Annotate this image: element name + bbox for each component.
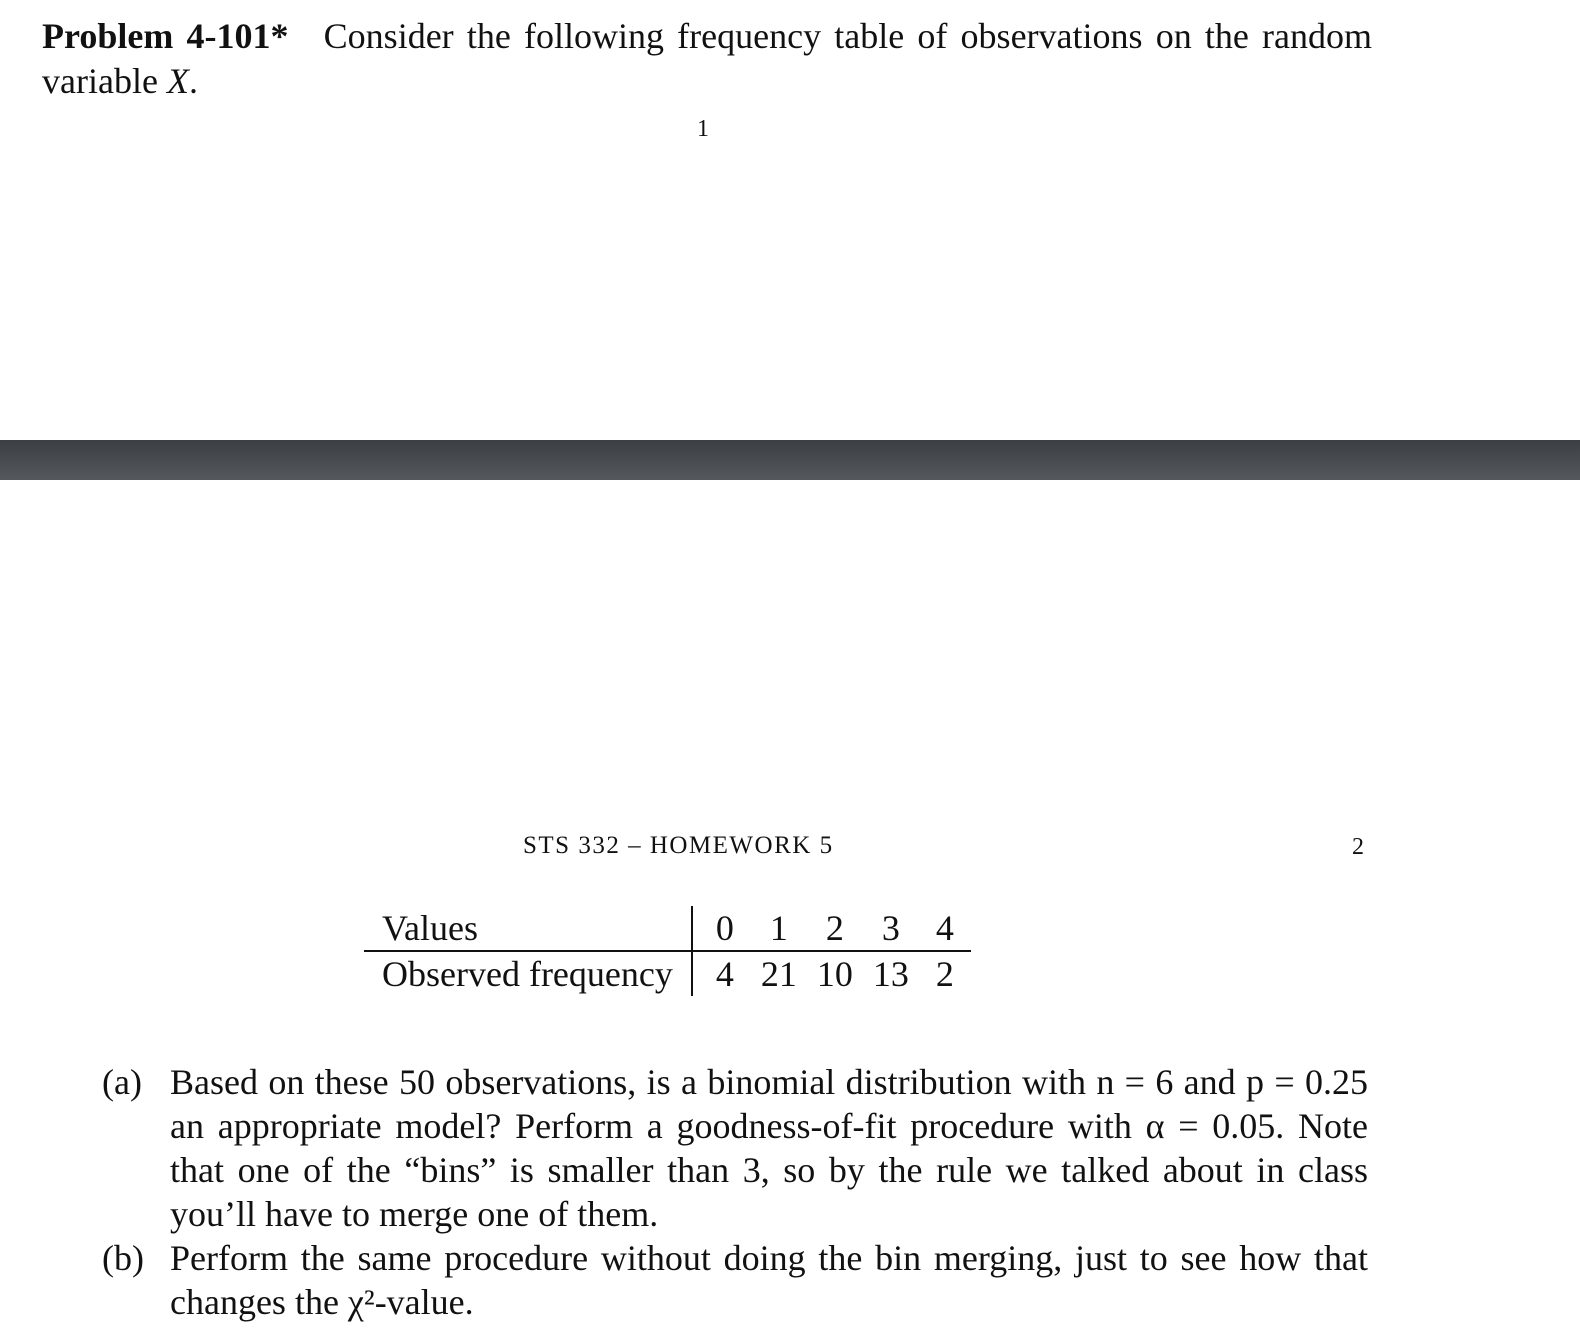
value-cell: 2 [807,906,863,951]
value-cell: 4 [919,906,971,951]
page-separator [0,440,1580,480]
random-variable: X [166,61,189,101]
running-head: STS 332 – HOMEWORK 5 [523,832,834,859]
problem-parts [102,1060,1368,1324]
page-1 [0,0,1580,440]
frequency-table [364,906,971,996]
part-b [102,1236,1368,1324]
problem-text-end: . [188,61,198,101]
value-cell: 3 [863,906,919,951]
row-label-values: Values [364,906,692,951]
problem-title: Problem 4-101* [42,16,289,56]
frequency-cell: 21 [760,954,797,994]
value-cell: 0 [692,906,751,951]
part-a [102,1060,1368,1236]
frequency-cell: 2 [935,954,954,994]
part-label: (b) [102,1238,144,1278]
part-label: (a) [102,1062,142,1102]
page-number: 1 [697,116,709,142]
part-text: Based on these 50 observations, is a binomial distribution with n = 6 and p = 0.25 an appropriate model? Perform a goodness-of-fit procedure with α = 0.05. Note that one of the “bins” is smaller than 3, so by the rule we talked about in class you’ll have to merge one of them. [170,1062,1368,1234]
frequency-cell: 4 [715,954,734,994]
table-row [364,951,971,996]
value-cell: 1 [751,906,807,951]
row-label-observed-frequency: Observed frequency [364,951,692,996]
table-row [364,906,971,951]
frequency-cell: 13 [872,954,909,994]
part-text: Perform the same procedure without doing the bin merging, just to see how that changes the χ²-value. [170,1238,1368,1322]
problem-statement [42,14,1372,104]
frequency-cell: 10 [816,954,853,994]
problem-text: Consider the following frequency table of observations on the random variable [42,16,1373,101]
page-number: 2 [1352,834,1364,860]
